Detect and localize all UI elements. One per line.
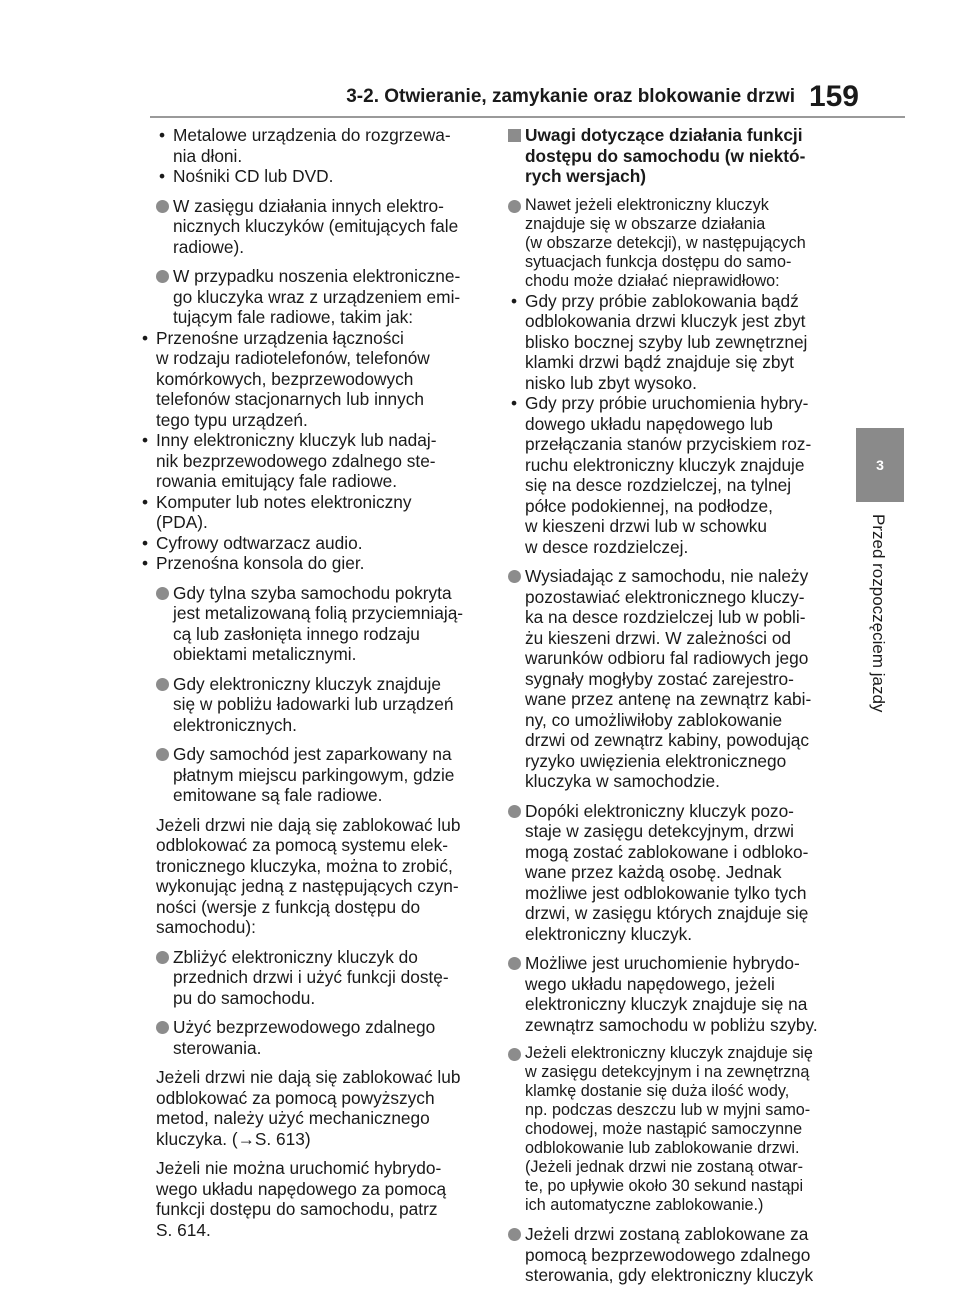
condition-item bbox=[156, 674, 486, 736]
condition-text: Gdy tylna szyba samochodu pokryta jest metalizowaną folią przyciemniają- cą lub zasłonięta innego rodzaju obiektami metalicznymi. bbox=[173, 582, 464, 664]
condition-item bbox=[156, 744, 486, 806]
bullet-circle-icon bbox=[156, 200, 169, 213]
chapter-number: 3 bbox=[876, 457, 884, 473]
list-item bbox=[139, 328, 486, 431]
list-item-text: Gdy przy próbie zablokowania bądź odblokowania drzwi kluczyk jest zbyt blisko bocznej szyby lub zewnętrznej klamki drzwi bądź znajduje się zbyt nisko lub zbyt wysoko. bbox=[525, 290, 808, 393]
list-item bbox=[139, 492, 486, 533]
bullet-circle-icon bbox=[508, 1048, 521, 1061]
list-item-text: Gdy przy próbie uruchomienia hybry- dowego układu napędowego lub przełączania stanów przyciskiem roz- ruchu elektroniczny kluczyk znajduje się na desce rozdzielczej, na tylnej półce podokiennej, na podłodze, w kieszeni drzwi lub w schowku w desce rozdzielczej. bbox=[525, 393, 812, 557]
section-heading-text: Uwagi dotyczące działania funkcji dostępu do samochodu (w niektó- rych wersjach) bbox=[525, 125, 806, 186]
condition-text: Możliwe jest uruchomienie hybrydo- wego układu napędowego, jeżeli elektroniczny kluczyk znajduje się na zewnątrz samochodu w pobliżu szyby. bbox=[525, 953, 818, 1035]
list-item bbox=[508, 291, 838, 394]
condition-item bbox=[156, 196, 486, 258]
bullet-circle-icon bbox=[156, 587, 169, 600]
right-column bbox=[508, 125, 838, 1286]
bullet-circle-icon bbox=[156, 270, 169, 283]
condition-text: Dopóki elektroniczny kluczyk pozo- staje w zasięgu detekcyjnym, drzwi mogą zostać zablokowane i odbloko- wane przez każdą osobę. Jednak możliwe jest odblokowanie tylko tych drzwi, w zasięgu których znajduje się elektroniczny kluczyk. bbox=[525, 800, 809, 944]
condition-text: Gdy elektroniczny kluczyk znajduje się w pobliżu ładowarki lub urządzeń elektronicznych. bbox=[173, 673, 454, 735]
left-column bbox=[156, 125, 486, 1240]
condition-text: Gdy samochód jest zaparkowany na płatnym miejscu parkingowym, gdzie emitowane są fale radiowe. bbox=[173, 744, 455, 805]
bullet-square-icon bbox=[508, 129, 521, 142]
condition-text: W zasięgu działania innych elektro- nicznych kluczyków (emitujących fale radiowe). bbox=[173, 195, 459, 257]
bullet-circle-icon bbox=[508, 570, 521, 583]
page-header bbox=[150, 74, 905, 118]
bullet-circle-icon bbox=[508, 957, 521, 970]
list-item-text: Przenośna konsola do gier. bbox=[156, 553, 365, 573]
list-item-text: Komputer lub notes elektroniczny (PDA). bbox=[156, 491, 412, 532]
section-heading bbox=[508, 125, 838, 187]
condition-item bbox=[508, 1044, 838, 1215]
condition-item bbox=[508, 566, 838, 792]
list-item-text: Nośniki CD lub DVD. bbox=[173, 166, 334, 186]
bullet-circle-icon bbox=[156, 1021, 169, 1034]
bullet-circle-icon bbox=[156, 678, 169, 691]
condition-item bbox=[156, 583, 486, 665]
list-item bbox=[508, 393, 838, 557]
condition-text: Zbliżyć elektroniczny kluczyk do przednich drzwi i użyć funkcji dostę- pu do samochodu. bbox=[173, 946, 449, 1008]
bullet-circle-icon bbox=[156, 748, 169, 761]
condition-text: Jeżeli elektroniczny kluczyk znajduje się w zasięgu detekcyjnym i na zewnętrzną klamkę dostanie się duża ilość wody, np. podczas deszczu lub w myjni samo- chodowej, może nastąpić samoczynne odblokowanie lub zablokowanie drzwi. (Jeżeli jednak drzwi nie zostaną otwar- te, po upływie około 30 sekund nastąpi ich automatyczne zablokowanie.) bbox=[525, 1044, 813, 1214]
condition-item bbox=[508, 196, 838, 291]
chapter-tab[interactable] bbox=[856, 428, 904, 502]
list-item bbox=[139, 553, 486, 574]
list-item-text: Inny elektroniczny kluczyk lub nadaj- nik bezprzewodowego zdalnego ste- rowania emitujący fale radiowe. bbox=[156, 430, 437, 491]
condition-item bbox=[508, 953, 838, 1035]
bullet-circle-icon bbox=[156, 951, 169, 964]
list-item-text: Przenośne urządzenia łączności w rodzaju radiotelefonów, telefonów komórkowych, bezprzewodowych telefonów stacjonarnych lub innych tego typu urządzeń. bbox=[156, 327, 430, 430]
chapter-label: Przed rozpoczęciem jazdy bbox=[869, 514, 888, 713]
condition-text: Wysiadając z samochodu, nie należy pozostawiać elektronicznego kluczy- ka na desce rozdzielczej lub w pobli- żu kieszeni drzwi. W zależności od warunków odbioru fal radiowych jego sygnały mogłyby zostać zarejestro- wane przez antenę na zewnątrz kabi- ny, co umożliwiłoby zablokowanie drzwi od zewnątrz kabiny, powodując ryzyko uwięzienia elektronicznego kluczyka w samochodzie. bbox=[525, 566, 812, 791]
list-item bbox=[156, 125, 486, 166]
paragraph: Jeżeli nie można uruchomić hybrydo- wego układu napędowego za pomocą funkcji dostępu do samochodu, patrz S. 614. bbox=[156, 1158, 447, 1240]
condition-text: Użyć bezprzewodowego zdalnego sterowania. bbox=[173, 1017, 436, 1058]
condition-text: Jeżeli drzwi zostaną zablokowane za pomocą bezprzewodowego zdalnego sterowania, gdy elektroniczny kluczyk bbox=[525, 1224, 814, 1285]
paragraph: Jeżeli drzwi nie dają się zablokować lub odblokować za pomocą powyższych metod, należy użyć mechanicznego kluczyka. (→S. 613) bbox=[156, 1067, 461, 1149]
header-divider bbox=[150, 116, 905, 118]
paragraph: Jeżeli drzwi nie dają się zablokować lub odblokować za pomocą systemu elek- tronicznego kluczyka, można to zrobić, wykonując jedną z następujących czyn- ności (wersje z funkcją dostępu do samochodu): bbox=[156, 814, 461, 937]
list-item bbox=[139, 533, 486, 554]
condition-item bbox=[156, 947, 486, 1009]
condition-item bbox=[156, 266, 486, 328]
page-number: 159 bbox=[808, 80, 859, 113]
list-item bbox=[156, 166, 486, 187]
list-item-text: Cyfrowy odtwarzacz audio. bbox=[156, 532, 363, 553]
bullet-circle-icon bbox=[508, 200, 521, 213]
condition-text: W przypadku noszenia elektroniczne- go kluczyka wraz z urządzeniem emi- tującym fale radiowe, takim jak: bbox=[173, 266, 461, 327]
condition-item bbox=[508, 1224, 838, 1286]
bullet-circle-icon bbox=[508, 1228, 521, 1241]
list-item bbox=[139, 430, 486, 492]
condition-text: Nawet jeżeli elektroniczny kluczyk znajduje się w obszarze działania (w obszarze detekcji), w następujących sytuacjach funkcja dostępu do samo- chodu może działać nieprawidłowo: bbox=[525, 195, 806, 290]
list-item-text: Metalowe urządzenia do rozgrzewa- nia dłoni. bbox=[173, 125, 451, 166]
bullet-circle-icon bbox=[508, 805, 521, 818]
condition-item bbox=[508, 801, 838, 945]
section-title: 3-2. Otwieranie, zamykanie oraz blokowanie drzwi bbox=[346, 86, 795, 107]
condition-item bbox=[156, 1017, 486, 1058]
